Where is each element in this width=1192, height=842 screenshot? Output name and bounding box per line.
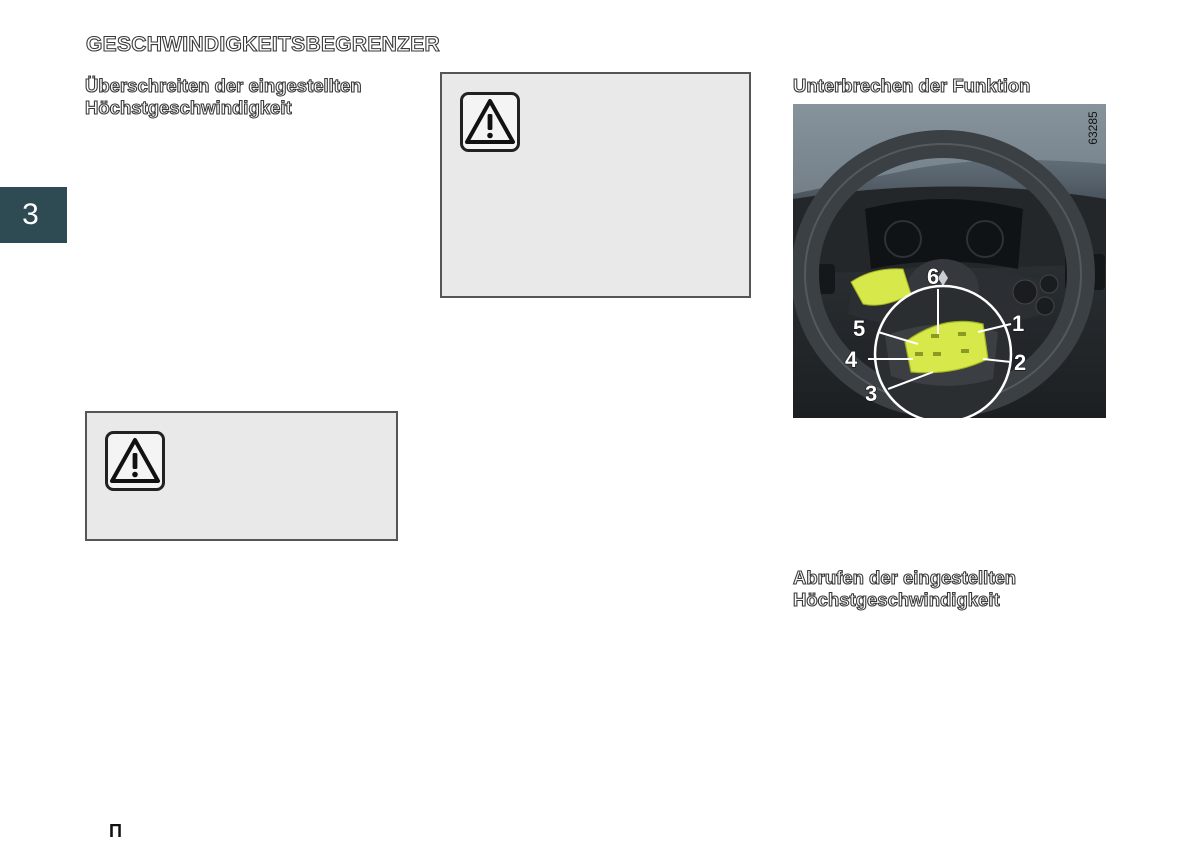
callout-1: 1 <box>1012 311 1025 336</box>
chapter-tab[interactable] <box>0 187 67 243</box>
footer-mark: Π <box>109 821 122 841</box>
callout-6: 6 <box>927 264 940 289</box>
heading-line: Höchstgeschwindigkeit <box>793 589 1000 610</box>
callout-2: 2 <box>1014 350 1027 375</box>
warning-box <box>85 411 398 541</box>
warning-triangle-icon <box>105 431 165 491</box>
page-title: GESCHWINDIGKEITSBEGRENZER <box>86 33 441 56</box>
heading-recall-speed <box>793 567 1016 611</box>
warning-box <box>440 72 751 298</box>
steering-wheel-photo <box>793 104 1106 418</box>
figure-id-text: 63285 <box>1086 111 1100 145</box>
heading-line: Überschreiten der eingestellten <box>85 75 362 96</box>
chapter-number: 3 <box>22 198 39 231</box>
heading-exceed-speed <box>85 75 362 119</box>
callout-4: 4 <box>845 347 858 372</box>
heading-line: Höchstgeschwindigkeit <box>85 97 292 118</box>
figure-id <box>1083 107 1103 153</box>
heading-interrupt-function: Unterbrechen der Funktion <box>793 75 1031 96</box>
callout-3: 3 <box>865 381 878 406</box>
heading-line: Abrufen der eingestellten <box>793 567 1017 588</box>
callout-5: 5 <box>853 316 866 341</box>
warning-triangle-icon <box>460 92 520 152</box>
